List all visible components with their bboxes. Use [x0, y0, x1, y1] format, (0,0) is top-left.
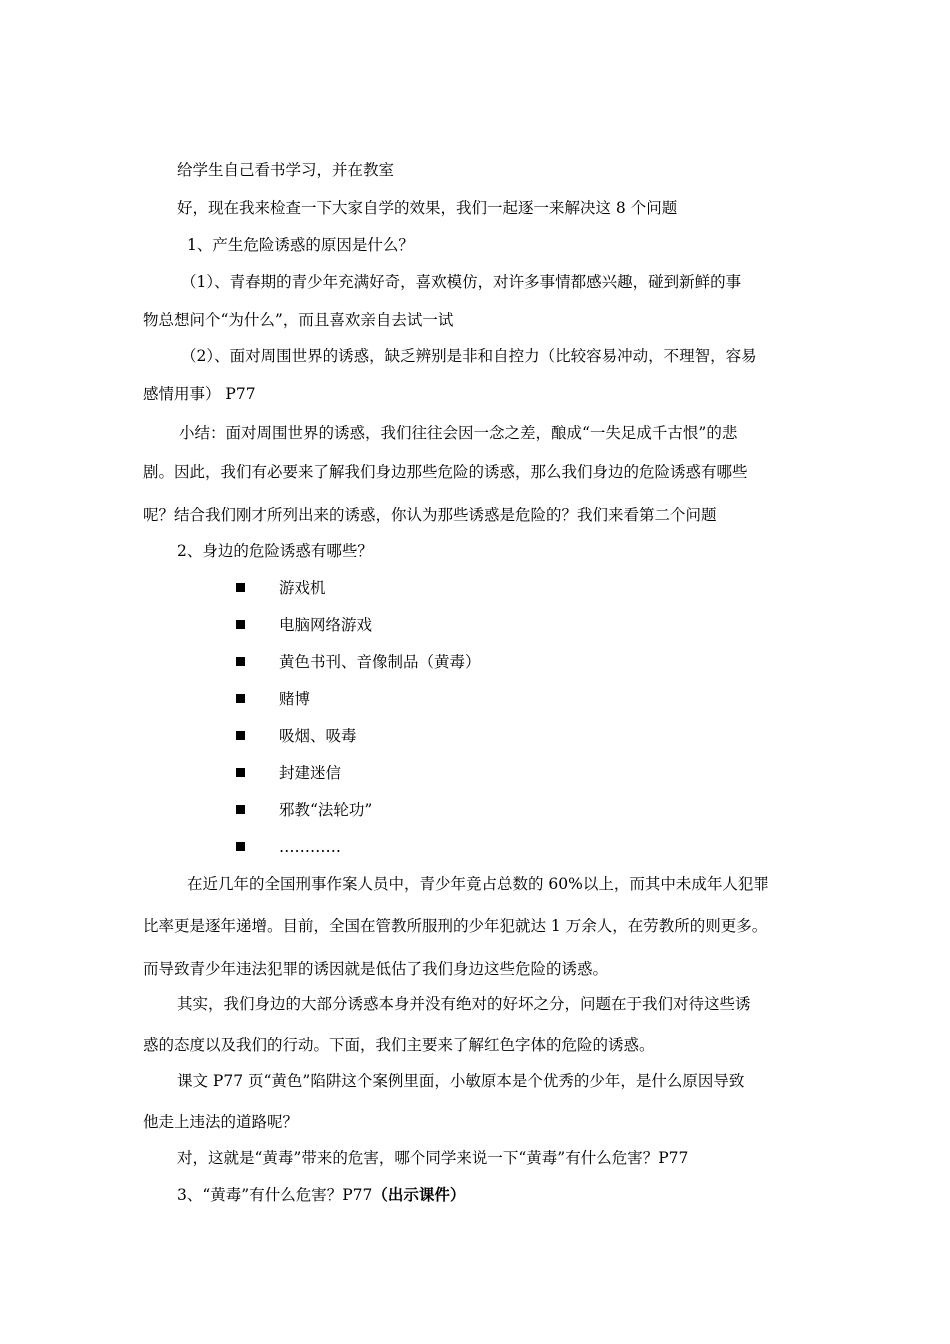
list-item: 邪教“法轮功” — [279, 801, 373, 819]
bullet-square-icon — [236, 768, 245, 777]
list-item: 吸烟、吸毒 — [279, 727, 357, 745]
list-item: 封建迷信 — [279, 764, 342, 782]
paragraph-line: 给学生自己看书学习，并在教室 — [177, 161, 395, 179]
bullet-square-icon — [236, 583, 245, 592]
question-heading — [177, 1185, 465, 1205]
list-item: ………… — [279, 838, 341, 856]
paragraph-line: 对，这就是“黄毒”带来的危害，哪个同学来说一下“黄毒”有什么危害？P77 — [177, 1149, 689, 1167]
paragraph-line: 在近几年的全国刑事作案人员中，青少年竟占总数的 60%以上，而其中未成年人犯罪 — [187, 875, 769, 893]
paragraph-line: 物总想问个“为什么”，而且喜欢亲自去试一试 — [143, 311, 454, 329]
summary-line: 小结：面对周围世界的诱惑，我们往往会因一念之差，酿成“一失足成千古恨”的悲 — [179, 424, 738, 442]
bullet-square-icon — [236, 620, 245, 629]
paragraph-line: 比率更是逐年递增。目前，全国在管教所服刑的少年犯就达 1 万余人，在劳教所的则更多。 — [143, 917, 768, 935]
bullet-square-icon — [236, 842, 245, 851]
paragraph-line: 其实，我们身边的大部分诱惑本身并没有绝对的好坏之分，问题在于我们对待这些诱 — [177, 995, 751, 1013]
paragraph-line: 好，现在我来检查一下大家自学的效果，我们一起逐一来解决这 8 个问题 — [177, 199, 678, 217]
list-item: 电脑网络游戏 — [279, 616, 373, 634]
bullet-square-icon — [236, 694, 245, 703]
list-item: 赌博 — [279, 690, 311, 708]
bullet-square-icon — [236, 731, 245, 740]
list-item: 黄色书刊、音像制品（黄毒） — [279, 653, 481, 671]
paragraph-line: 他走上违法的道路呢？ — [143, 1113, 299, 1131]
paragraph-line: 而导致青少年违法犯罪的诱因就是低估了我们身边这些危险的诱惑。 — [143, 960, 609, 978]
paragraph-line: 惑的态度以及我们的行动。下面，我们主要来了解红色字体的危险的诱惑。 — [143, 1036, 655, 1054]
question-text: 3、“黄毒”有什么危害？P77 — [177, 1186, 373, 1204]
bullet-square-icon — [236, 805, 245, 814]
question-heading: 1、产生危险诱惑的原因是什么？ — [187, 236, 414, 254]
question-heading: 2、身边的危险诱惑有哪些？ — [177, 542, 373, 560]
paragraph-line: （2）、面对周围世界的诱惑，缺乏辨别是非和自控力（比较容易冲动，不理智，容易 — [181, 347, 757, 365]
paragraph-line: 感情用事） P77 — [143, 385, 256, 403]
paragraph-line: 剧。因此，我们有必要来了解我们身边那些危险的诱惑，那么我们身边的危险诱惑有哪些 — [143, 463, 748, 481]
paragraph-line: 课文 P77 页“黄色”陷阱这个案例里面，小敏原本是个优秀的少年，是什么原因导致 — [177, 1072, 745, 1090]
bullet-square-icon — [236, 657, 245, 666]
paragraph-line: （1）、青春期的青少年充满好奇，喜欢模仿，对许多事情都感兴趣，碰到新鲜的事 — [181, 273, 742, 291]
paragraph-line: 呢？结合我们刚才所列出来的诱惑，你认为那些诱惑是危险的？我们来看第二个问题 — [143, 506, 717, 524]
slide-note: （出示课件） — [372, 1185, 466, 1204]
list-item: 游戏机 — [279, 579, 326, 597]
